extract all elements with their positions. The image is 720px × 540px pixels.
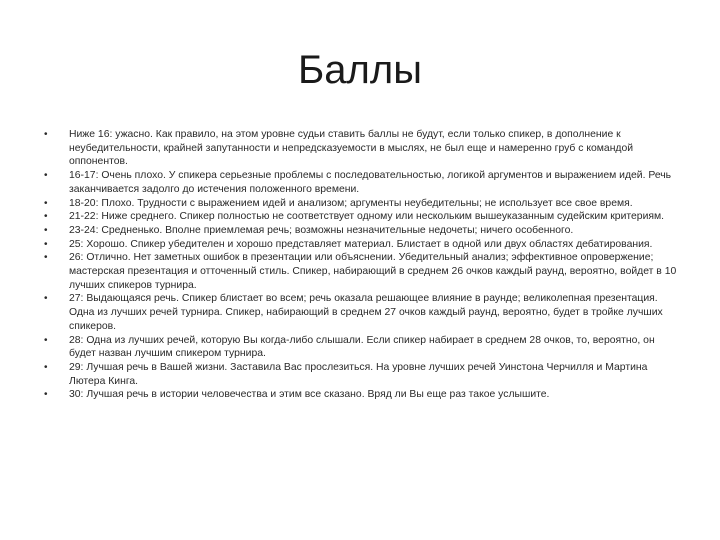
score-description: 21-22: Ниже среднего. Спикер полностью не соответствует одному или нескольким вышеуказанным судейским критериям.: [69, 211, 665, 223]
bullet-dot-icon: •: [44, 293, 48, 305]
list-item: [40, 210, 680, 224]
score-description: 23-24: Средненько. Вполне приемлемая речь; возможны незначительные недочеты; ничего особенного.: [69, 224, 574, 236]
bullet-dot-icon: •: [44, 170, 48, 182]
bullet-dot-icon: •: [44, 389, 48, 401]
score-description: 28: Одна из лучших речей, которую Вы когда-либо слышали. Если спикер набирает в среднем 28 очков, то, вероятно, он будет назван лучшим спикером турнира.: [69, 334, 655, 360]
bullet-dot-icon: •: [44, 361, 48, 373]
bullet-dot-icon: •: [44, 238, 48, 250]
bullet-list: [40, 128, 680, 402]
score-description: 16-17: Очень плохо. У спикера серьезные проблемы с последовательностью, логикой аргументов и выражением идей. Речь заканчивается задолго до истечения положенного времени.: [69, 170, 672, 195]
bullet-dot-icon: •: [44, 211, 48, 223]
score-description: 29: Лучшая речь в Вашей жизни. Заставила Вас прослезиться. На уровне лучших речей Уинстона Черчилля и Мартина Лютера Кинга.: [69, 361, 648, 387]
list-item: [40, 128, 680, 169]
list-item: [40, 169, 680, 196]
list-item: [40, 238, 680, 252]
bullet-dot-icon: •: [44, 252, 48, 264]
slide-title: Баллы: [298, 48, 422, 92]
score-description: 18-20: Плохо. Трудности с выражением идей и анализом; аргументы неубедительны; не использует все свое время.: [69, 197, 633, 209]
bullet-dot-icon: •: [44, 224, 48, 236]
bullet-dot-icon: •: [44, 129, 48, 140]
score-description: Ниже 16: ужасно. Как правило, на этом уровне судьи ставить баллы не будут, если только спикер, в дополнение к неубедительности, крайней запутанности и непредсказуемости в мыслях, не был еще и намеренно груб с командой оппонентов.: [69, 129, 634, 168]
list-item: [40, 361, 680, 388]
list-item: [40, 388, 680, 402]
bullet-dot-icon: •: [44, 334, 48, 346]
score-description: 30: Лучшая речь в истории человечества и этим все сказано. Вряд ли Вы еще раз такое услышите.: [69, 389, 550, 401]
list-item: [40, 334, 680, 361]
score-description: 25: Хорошо. Спикер убедителен и хорошо представляет материал. Блистает в одной или двух областях дебатирования.: [69, 238, 653, 250]
list-item: [40, 292, 680, 333]
bullet-dot-icon: •: [44, 197, 48, 209]
list-item: [40, 197, 680, 211]
list-item: [40, 224, 680, 238]
list-item: [40, 251, 680, 292]
score-description: 27: Выдающаяся речь. Спикер блистает во всем; речь оказала решающее влияние в раунде; великолепная презентация. Одна из лучших речей турнира. Спикер, набирающий в среднем 27 очков каждый раунд, вероятно, будет в тройке лучших спикеров.: [69, 293, 663, 332]
score-description: 26: Отлично. Нет заметных ошибок в презентации или объяснении. Убедительный анализ; эффективное опровержение; мастерская презентация и отточенный стиль. Спикер, набирающий в среднем 26 очков каждый раунд, вероятно, войдет в 10 лучших спикеров турнира.: [69, 252, 677, 291]
